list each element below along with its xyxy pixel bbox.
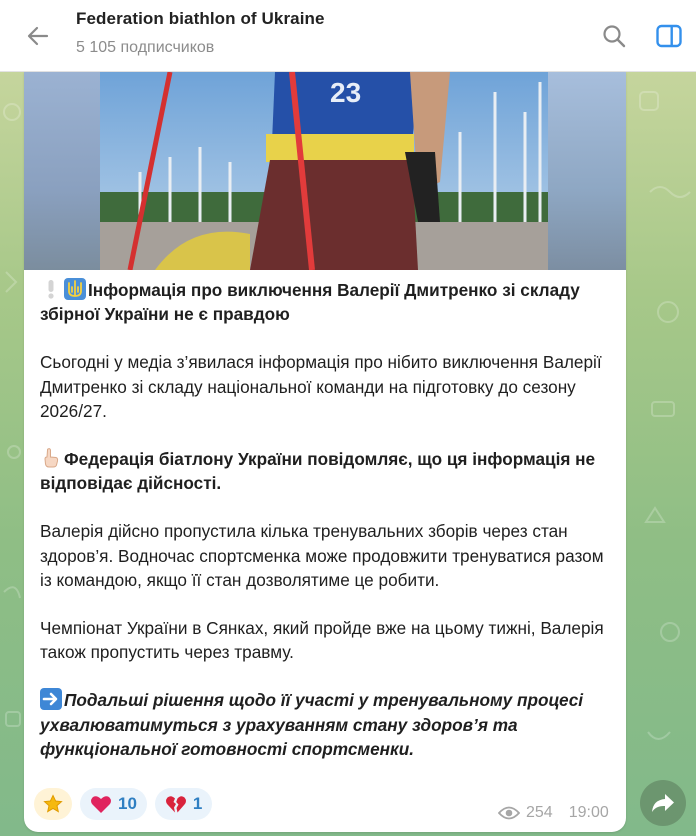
photo-blur-right: [548, 72, 626, 270]
eye-icon: [498, 805, 520, 821]
post-paragraph-5-text: Подальші рішення щодо її участі у тренувальному процесі ухвалюватимуться з урахуванням стану здоров’я та функціональної готовності спортсменки.: [40, 690, 584, 759]
reaction-broken-heart[interactable]: [155, 788, 212, 820]
channel-title[interactable]: Federation biathlon of Ukraine: [76, 9, 325, 28]
pointing-up-hand-icon: [40, 447, 62, 469]
post-paragraph-3: Валерія дійсно пропустила кілька тренувальних зборів через стан здоров’я. Водночас спортсменка може продовжити тренуватися разом із командою, якщо її стан дозволятиме це робити.: [40, 521, 604, 590]
channel-post: [24, 72, 626, 832]
subscriber-count: 5 105 подписчиков: [76, 39, 215, 56]
post-paragraph-4: Чемпіонат України в Сянках, який пройде вже на цьому тижні, Валерія також пропустить через травму.: [40, 618, 604, 663]
post-paragraph-2: [40, 447, 612, 495]
athlete-photo-illustration: [100, 72, 548, 270]
post-time: 19:00: [568, 804, 609, 821]
arrow-left-icon: [25, 23, 51, 49]
reaction-broken-heart-count: 1: [192, 794, 203, 813]
arrow-right-icon: [40, 688, 62, 710]
post-photo[interactable]: [24, 72, 626, 270]
post-paragraph-5: [40, 688, 612, 761]
trident-icon: [64, 278, 86, 300]
sidebar-panel-icon: [655, 23, 683, 49]
post-headline-paragraph: [40, 278, 612, 326]
toggle-sidebar-button[interactable]: [653, 20, 685, 52]
reaction-heart[interactable]: [80, 788, 147, 820]
back-button[interactable]: [22, 20, 54, 52]
search-icon: [601, 23, 627, 49]
reactions-bar: [34, 788, 212, 820]
share-arrow-icon: [651, 792, 675, 814]
heart-icon: [90, 794, 112, 814]
search-button[interactable]: [598, 20, 630, 52]
reaction-heart-count: 10: [118, 794, 137, 813]
svg-text:23: 23: [330, 77, 362, 108]
reaction-star[interactable]: [34, 788, 72, 820]
star-icon: [43, 794, 63, 814]
broken-heart-icon: [165, 794, 187, 814]
post-text: [40, 278, 612, 785]
post-paragraph-2-text: Федерація біатлону України повідомляє, що ця інформація не відповідає дійсності.: [40, 449, 596, 494]
photo-blur-left: [24, 72, 100, 270]
forward-button[interactable]: [640, 780, 686, 826]
post-meta: [498, 804, 609, 822]
chat-header: [0, 0, 696, 72]
exclamation-icon: [40, 278, 62, 300]
post-headline: Інформація про виключення Валерії Дмитренко зі складу збірної України не є правдою: [40, 280, 580, 325]
post-paragraph-1: Сьогодні у медіа з’явилася інформація про нібито виключення Валерії Дмитренко зі складу національної команди на підготовку до сезону 2026/27.: [40, 352, 602, 421]
view-count: 254: [526, 804, 553, 821]
